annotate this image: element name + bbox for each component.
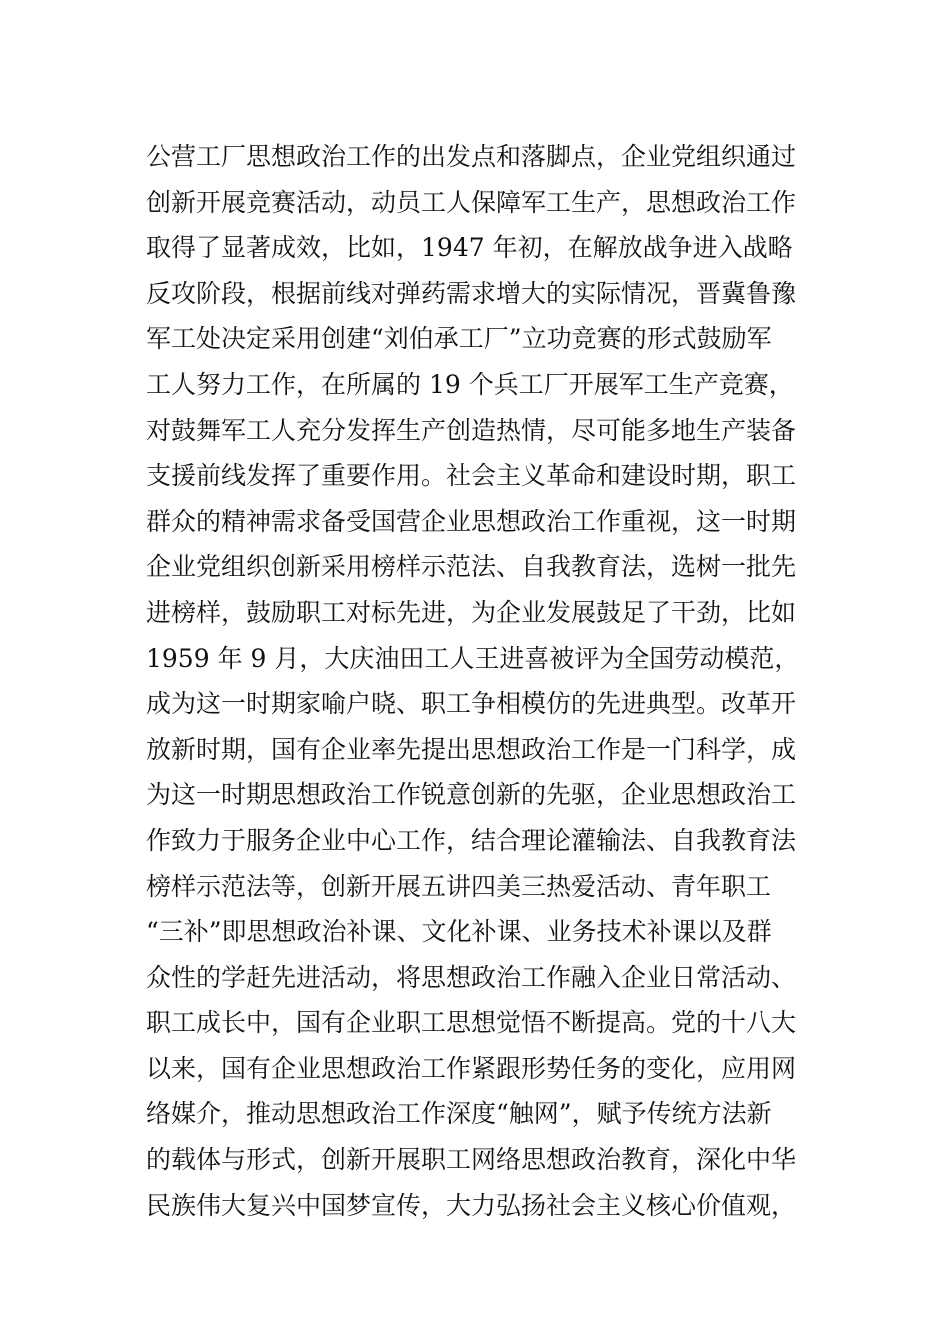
- text-line: 1959 年 9 月，大庆油田工人王进喜被评为全国劳动模范，: [146, 643, 800, 673]
- text-line: 创新开展竞赛活动，动员工人保障军工生产，思想政治工作: [146, 187, 797, 217]
- text-line: 取得了显著成效，比如，1947 年初，在解放战争进入战略: [146, 233, 793, 263]
- text-line: 放新时期，国有企业率先提出思想政治工作是一门科学，成: [146, 734, 797, 764]
- text-line: 民族伟大复兴中国梦宣传，大力弘扬社会主义核心价值观，: [146, 1190, 797, 1220]
- text-line: 职工成长中，国有企业职工思想觉悟不断提高。党的十八大: [146, 1008, 797, 1038]
- text-line: 反攻阶段，根据前线对弹药需求增大的实际情况，晋冀鲁豫: [146, 278, 797, 308]
- body-text: [146, 134, 816, 1228]
- text-line: 以来，国有企业思想政治工作紧跟形势任务的变化，应用网: [146, 1053, 797, 1083]
- text-line: 成为这一时期家喻户晓、职工争相模仿的先进典型。改革开: [146, 689, 797, 719]
- text-line: 支援前线发挥了重要作用。社会主义革命和建设时期，职工: [146, 461, 797, 491]
- text-line: 进榜样，鼓励职工对标先进，为企业发展鼓足了干劲，比如: [146, 597, 797, 627]
- text-line: 作致力于服务企业中心工作，结合理论灌输法、自我教育法: [146, 825, 797, 855]
- text-line: 企业党组织创新采用榜样示范法、自我教育法，选树一批先: [146, 552, 797, 582]
- text-line: 为这一时期思想政治工作锐意创新的先驱，企业思想政治工: [146, 780, 797, 810]
- text-line: 榜样示范法等，创新开展五讲四美三热爱活动、青年职工: [146, 871, 772, 901]
- text-line: 群众的精神需求备受国营企业思想政治工作重视，这一时期: [146, 506, 797, 536]
- text-line: 军工处决定采用创建“刘伯承工厂”立功竞赛的形式鼓励军: [146, 324, 772, 354]
- text-line: 络媒介，推动思想政治工作深度“触网”，赋予传统方法新: [146, 1099, 772, 1129]
- text-line: 对鼓舞军工人充分发挥生产创造热情，尽可能多地生产装备: [146, 415, 797, 445]
- text-line: 公营工厂思想政治工作的出发点和落脚点，企业党组织通过: [146, 142, 797, 171]
- text-line: 众性的学赶先进活动，将思想政治工作融入企业日常活动、: [146, 962, 797, 992]
- text-line: 的载体与形式，创新开展职工网络思想政治教育，深化中华: [146, 1145, 797, 1175]
- text-line: “三补”即思想政治补课、文化补课、业务技术补课以及群: [146, 917, 772, 947]
- text-line: 工人努力工作，在所属的 19 个兵工厂开展军工生产竞赛，: [146, 369, 794, 399]
